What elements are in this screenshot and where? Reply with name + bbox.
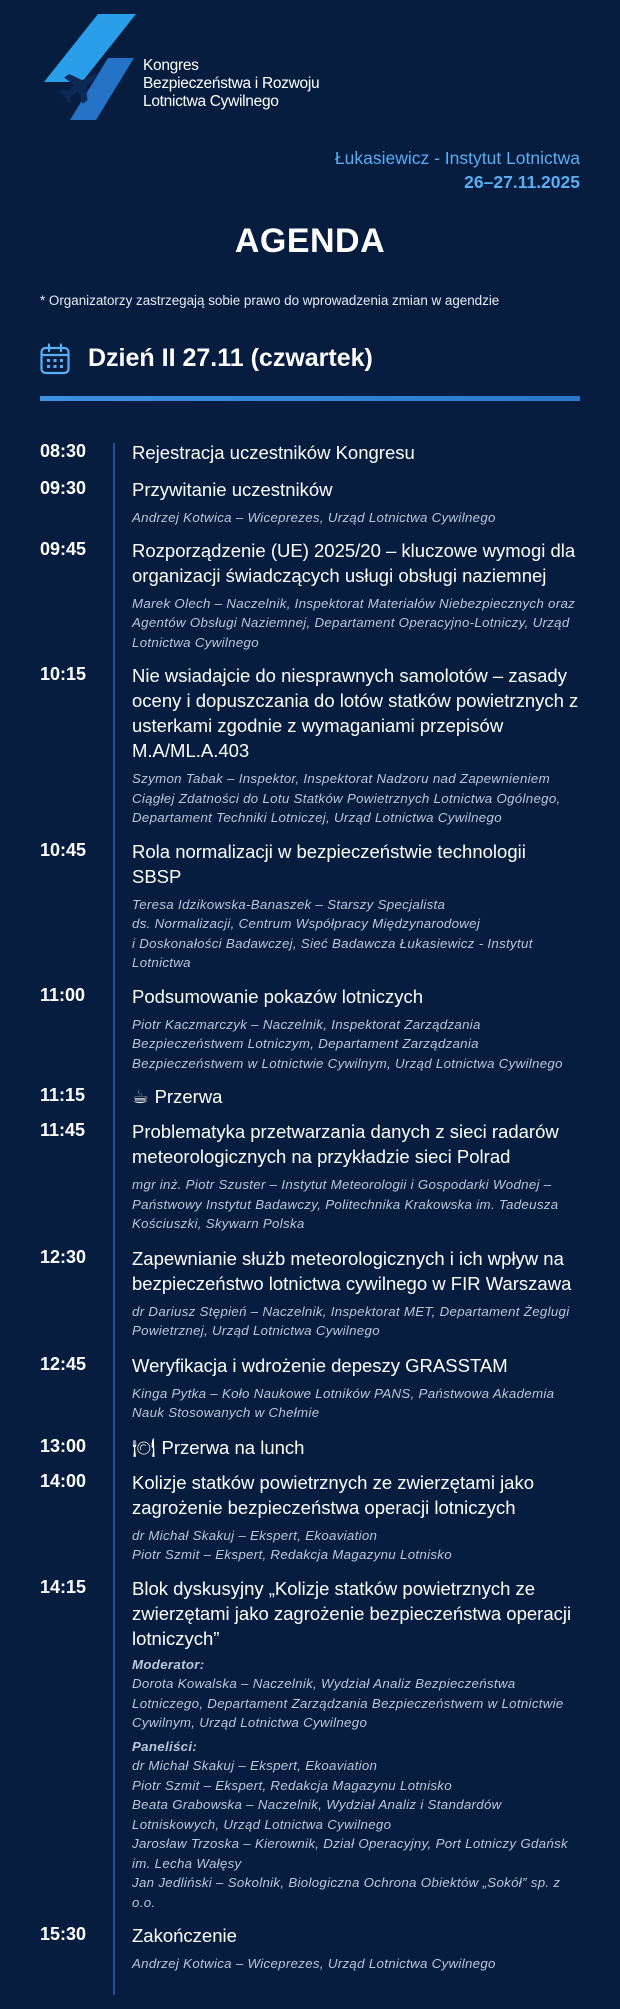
agenda-title-text: Kolizje statków powietrznych ze zwierzętami jako zagrożenie bezpieczeństwa operacji lotniczych (132, 1471, 535, 1518)
agenda-speakers (132, 769, 580, 828)
plate-icon: 🍽 (132, 1436, 156, 1458)
agenda-time: 13:00 (40, 1435, 87, 1456)
agenda-title-text: Problematyka przetwarzania danych z sieci radarów meteorologicznych na przykładzie sieci Polrad (132, 1121, 559, 1167)
day-divider (40, 396, 580, 401)
logo-line-1: Kongres (143, 57, 199, 74)
agenda-content (132, 839, 580, 973)
coffee-icon: ☕ (132, 1086, 149, 1107)
speaker-line: Andrzej Kotwica – Wiceprezes, Urząd Lotnictwa Cywilnego (132, 1956, 496, 1971)
agenda-title-text: Rejestracja uczestników Kongresu (132, 442, 415, 463)
agenda-content (132, 440, 580, 465)
speaker-line: Piotr Szmit – Ekspert, Redakcja Magazynu Lotnisko (132, 1547, 452, 1562)
agenda-item (40, 1119, 580, 1234)
agenda-content (132, 1084, 580, 1109)
agenda-list (40, 440, 580, 1984)
event-dates: 26–27.11.2025 (464, 172, 580, 192)
speaker-line: ds. Normalizacji, Centrum Współpracy Międzynarodowej (132, 916, 481, 931)
speaker-line: Jarosław Trzoska – Kierownik, Dział Operacyjny, Port Lotniczy Gdańsk im. Lecha Wałęsy (132, 1836, 568, 1871)
agenda-time: 11:15 (40, 1085, 86, 1105)
agenda-time: 09:45 (40, 538, 87, 559)
agenda-title (132, 663, 580, 763)
agenda-title (132, 839, 580, 889)
agenda-title-text: Rola normalizacji w bezpieczeństwie technologii SBSP (132, 840, 526, 887)
agenda-title-text: Przywitanie uczestników (132, 479, 333, 500)
speaker-line: Piotr Kaczmarczyk – Naczelnik, Inspektorat Zarządzania Bezpieczeństwem Lotniczym, Departament Zarządzania Bezpieczeństwem w Lotnictwie Cywilnym, Urząd Lotnictwa Cywilnego (132, 1016, 563, 1071)
agenda-content (132, 1246, 580, 1341)
agenda-title (132, 1084, 580, 1109)
agenda-title (132, 1435, 580, 1460)
logo-text (143, 57, 319, 111)
speaker-line: dr Michał Skakuj – Ekspert, Ekoaviation (132, 1758, 378, 1773)
congress-logo (40, 14, 320, 124)
agenda-title-text: Przerwa na lunch (161, 1436, 305, 1458)
agenda-speakers (132, 1302, 580, 1341)
disclaimer-note: * Organizatorzy zastrzegają sobie prawo do wprowadzenia zmian w agendzie (40, 293, 500, 308)
agenda-speakers (132, 1384, 580, 1423)
day-title: Dzień II 27.11 (czwartek) (88, 344, 373, 372)
agenda-speakers (132, 1015, 580, 1074)
agenda-item (40, 1470, 580, 1565)
logo-line-2: Bezpieczeństwa i Rozwoju (143, 75, 320, 92)
agenda-time: 14:00 (40, 1470, 87, 1491)
speaker-line: Szymon Tabak – Inspektor, Inspektorat Nadzoru nad Zapewnieniem Ciągłej Zdatności do Lotu Statków Powietrznych Lotnictwa Ogólnego, Departament Techniki Lotniczej, Urząd Lotnictwa Cywilnego (132, 771, 561, 825)
speaker-line: Piotr Szmit – Ekspert, Redakcja Magazynu Lotnisko (132, 1777, 452, 1793)
speaker-role: Moderator: (132, 1656, 205, 1672)
organizer-name: Łukasiewicz - Instytut Lotnictwa (334, 148, 580, 168)
agenda-title (132, 1353, 580, 1378)
speaker-line: Kinga Pytka – Koło Naukowe Lotników PANS, Państwowa Akademia Nauk Stosowanych w Chełmie (132, 1385, 555, 1420)
agenda-time: 11:45 (40, 1120, 86, 1140)
agenda-item (40, 440, 580, 465)
agenda-speakers (132, 594, 580, 653)
agenda-title-text: Zapewnianie służb meteorologicznych i ich wpływ na bezpieczeństwo lotnictwa cywilnego w FIR Warszawa (132, 1247, 572, 1294)
agenda-content (132, 1353, 580, 1423)
agenda-speakers (132, 508, 580, 528)
agenda-speakers (132, 1175, 580, 1234)
speaker-group (132, 1737, 580, 1913)
agenda-title (132, 1923, 580, 1948)
logo-line-3: Lotnictwa Cywilnego (143, 93, 279, 110)
agenda-item (40, 538, 580, 653)
agenda-title-text: Podsumowanie pokazów lotniczych (132, 985, 424, 1007)
agenda-item (40, 1353, 580, 1423)
airplane-logo-icon (40, 14, 140, 124)
agenda-time: 15:30 (40, 1924, 87, 1944)
speaker-line: Beata Grabowska – Naczelnik, Wydział Analiz i Standardów Lotniskowych, Urząd Lotnictwa Cywilnego (132, 1797, 502, 1832)
agenda-speakers (132, 1526, 580, 1565)
agenda-title (132, 477, 580, 502)
agenda-item (40, 477, 580, 528)
agenda-title-text: Blok dyskusyjny „Kolizje statków powietrznych ze zwierzętami jako zagrożenie bezpieczeństwa operacji lotniczych” (132, 1577, 572, 1649)
agenda-item (40, 1084, 580, 1109)
agenda-content (132, 1119, 580, 1234)
agenda-content (132, 1923, 580, 1974)
agenda-item (40, 984, 580, 1074)
agenda-title (132, 538, 580, 588)
agenda-time: 10:45 (40, 839, 87, 860)
agenda-time: 11:00 (40, 984, 86, 1005)
agenda-item (40, 663, 580, 828)
agenda-time: 12:30 (40, 1246, 87, 1267)
agenda-title (132, 1576, 580, 1651)
agenda-item (40, 1576, 580, 1913)
agenda-time: 14:15 (40, 1576, 87, 1597)
agenda-title-text: Zakończenie (132, 1925, 237, 1946)
agenda-content (132, 477, 580, 528)
agenda-item (40, 839, 580, 973)
agenda-speakers (132, 895, 580, 973)
agenda-content (132, 538, 580, 653)
speaker-line: Teresa Idzikowska-Banaszek – Starszy Specjalista (132, 896, 446, 912)
agenda-content (132, 984, 580, 1074)
agenda-title (132, 1119, 580, 1169)
agenda-title (132, 1470, 580, 1520)
agenda-item (40, 1435, 580, 1460)
agenda-title-text: Przerwa (154, 1086, 223, 1107)
speaker-line: i Doskonałości Badawczej, Sieć Badawcza Łukasiewicz - Instytut Lotnictwa (132, 935, 533, 970)
agenda-item (40, 1246, 580, 1341)
speaker-role: Paneliści: (132, 1738, 198, 1754)
speaker-line: dr Dariusz Stępień – Naczelnik, Inspektorat MET, Departament Żeglugi Powietrznej, Urząd Lotnictwa Cywilnego (132, 1303, 570, 1338)
agenda-content (132, 1576, 580, 1913)
agenda-content (132, 1435, 580, 1460)
calendar-icon (40, 343, 70, 375)
agenda-title-text: Nie wsiadajcie do niesprawnych samolotów – zasady oceny i dopuszczania do lotów statków powietrznych z usterkami zgodnie z wymaganiami przepisów M.A/ML.A.403 (132, 665, 579, 761)
agenda-speakers (132, 1954, 580, 1974)
speaker-line: Andrzej Kotwica – Wiceprezes, Urząd Lotnictwa Cywilnego (132, 510, 496, 525)
speaker-line: mgr inż. Piotr Szuster – Instytut Meteorologii i Gospodarki Wodnej – Państwowy Instytut Badawczy, Politechnika Krakowska im. Tadeusza Kościuszki, Skywarn Polska (132, 1177, 559, 1231)
organizer-block (335, 146, 580, 194)
agenda-title (132, 984, 580, 1009)
agenda-time: 08:30 (40, 441, 87, 461)
agenda-content (132, 663, 580, 828)
agenda-item (40, 1923, 580, 1974)
speaker-line: Jan Jedliński – Sokolnik, Biologiczna Ochrona Obiektów „Sokół” sp. z o.o. (132, 1875, 561, 1910)
agenda-title-text: Rozporządzenie (UE) 2025/20 – kluczowe wymogi dla organizacji świadczących usługi obsługi naziemnej (132, 539, 576, 586)
agenda-title (132, 440, 580, 465)
speaker-line: dr Michał Skakuj – Ekspert, Ekoaviation (132, 1527, 378, 1543)
agenda-title (132, 1246, 580, 1296)
speaker-line: Dorota Kowalska – Naczelnik, Wydział Analiz Bezpieczeństwa Lotniczego, Departament Zarządzania Bezpieczeństwem w Lotnictwie Cywilnym, Urząd Lotnictwa Cywilnego (132, 1676, 564, 1730)
agenda-title-text: Weryfikacja i wdrożenie depeszy GRASSTAM (132, 1354, 508, 1376)
agenda-time: 12:45 (40, 1353, 87, 1374)
agenda-content (132, 1470, 580, 1565)
agenda-time: 10:15 (40, 664, 87, 684)
speaker-line: Marek Olech – Naczelnik, Inspektorat Materiałów Niebezpiecznych oraz Agentów Obsługi Naziemnej, Departament Operacyjno-Lotniczy, Urząd Lotnictwa Cywilnego (132, 595, 576, 650)
speaker-group (132, 1655, 580, 1733)
agenda-time: 09:30 (40, 478, 87, 498)
page-title: AGENDA (234, 222, 386, 260)
